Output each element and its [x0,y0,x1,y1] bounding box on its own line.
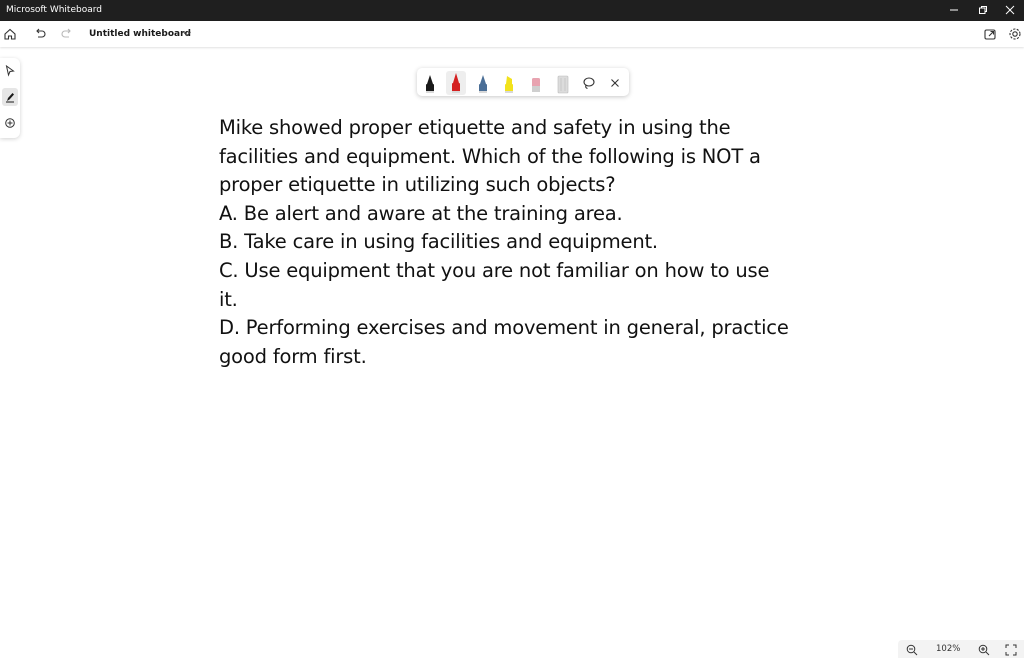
ruler-tool[interactable] [553,71,573,95]
redo-icon[interactable] [59,26,75,42]
ink-line: B. Take care in using facilities and equipment. [219,230,658,254]
lasso-icon [579,71,599,95]
ink-line: facilities and equipment. Which of the following is NOT a [219,144,761,168]
zoom-in-icon[interactable] [977,643,991,657]
ink-line: proper etiquette in utilizing such objects? [219,173,616,197]
title-bar [0,0,1024,21]
select-tool-button[interactable] [2,62,18,80]
ink-line: Mike showed proper etiquette and safety in using the [219,116,731,139]
app-title: Microsoft Whiteboard [6,5,102,15]
highlighter-icon [499,71,519,95]
ink-line: D. Performing exercises and movement in general, practice [219,316,789,340]
cursor-arrow-icon [5,65,15,77]
red-pen[interactable] [446,71,466,95]
black-pen-icon [420,71,440,95]
ruler-icon [553,71,573,95]
handwritten-ink-text[interactable] [219,114,809,371]
home-icon[interactable] [2,26,18,42]
add-content-button[interactable] [2,114,18,132]
lasso-select-tool[interactable] [579,71,599,95]
blue-pen-icon [473,71,493,95]
ink-line: it. [219,287,238,311]
pen-icon [5,91,15,103]
blue-pen[interactable] [473,71,493,95]
inking-tool-button[interactable] [2,88,18,106]
red-pen-icon [446,71,466,95]
board-name[interactable]: Untitled whiteboard [89,29,191,39]
fit-to-screen-icon[interactable] [1004,643,1018,657]
close-icon [1005,5,1015,15]
settings-gear-icon[interactable] [1007,26,1023,42]
restore-button[interactable] [971,0,995,21]
ink-line: C. Use equipment that you are not familiar on how to use [219,258,770,282]
add-circle-icon [5,117,15,129]
undo-icon[interactable] [32,26,48,42]
close-window-button[interactable] [998,0,1022,21]
side-tool-rail [0,58,20,138]
zoom-controls [898,640,1024,658]
minimize-icon [949,5,959,15]
zoom-out-icon[interactable] [905,643,919,657]
top-toolbar [0,21,1024,47]
ink-line: A. Be alert and aware at the training area. [219,201,623,225]
eraser-icon [526,71,546,95]
yellow-highlighter[interactable] [499,71,519,95]
pink-eraser[interactable] [526,71,546,95]
pen-tray [417,68,629,96]
chevron-down-icon[interactable] [182,29,192,39]
restore-icon [978,5,988,15]
ink-line: good form first. [219,344,367,368]
minimize-button[interactable] [942,0,966,21]
share-icon[interactable] [982,26,998,42]
close-tray-button[interactable] [605,71,625,95]
black-pen[interactable] [420,71,440,95]
close-icon [605,71,625,95]
zoom-level[interactable]: 102% [936,644,961,654]
